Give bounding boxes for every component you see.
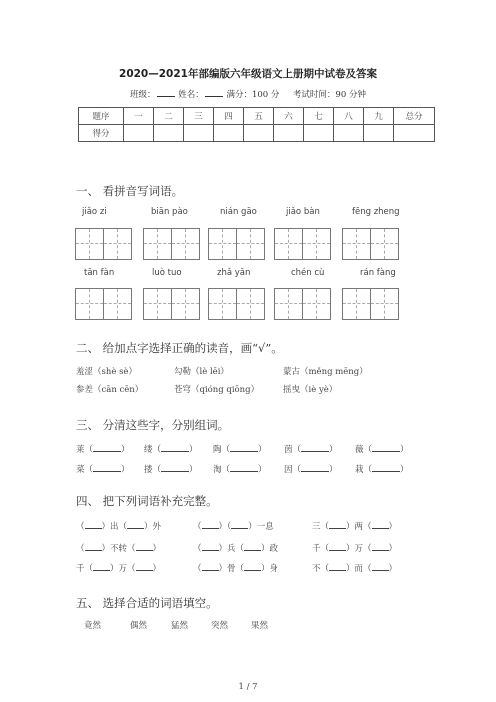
idiom-part: （ (193, 522, 202, 532)
header-cell: 七 (304, 108, 334, 125)
header-cell: 九 (364, 108, 394, 125)
idiom-part: （ (76, 544, 85, 554)
answer-blank[interactable] (372, 541, 389, 551)
answer-blank[interactable] (93, 462, 121, 472)
word-choice: 突然 (211, 621, 229, 631)
writing-grid[interactable] (274, 288, 331, 320)
pinyin: luò tuo (152, 268, 182, 278)
header-cell: 六 (274, 108, 304, 125)
idiom-part: ） (152, 564, 162, 574)
idiom-item[interactable] (193, 541, 278, 554)
word-prefix: 淘（ (213, 465, 231, 475)
score-cell[interactable] (184, 125, 214, 142)
word-blank-item[interactable]: 菜（ ） (76, 462, 130, 475)
idiom-item[interactable] (76, 519, 161, 532)
score-row (79, 125, 435, 142)
answer-blank[interactable] (136, 541, 153, 551)
header-cell: 总分 (394, 108, 435, 125)
score-cell[interactable] (154, 125, 184, 142)
section2-heading: 二、 给加点字选择正确的读音，画“√”。 (76, 341, 283, 355)
answer-blank[interactable] (85, 541, 102, 551)
word-prefix: 薇（ (355, 445, 373, 455)
idiom-item[interactable] (312, 561, 397, 574)
answer-blank[interactable] (202, 541, 219, 551)
section3-heading: 三、 分清这些字，分别组词。 (76, 418, 230, 432)
score-cell[interactable] (304, 125, 334, 142)
idiom-part: （ (193, 544, 202, 554)
reading-option[interactable]: 羞涩（shè sè） (76, 367, 137, 377)
idiom-part: ）不转（ (101, 544, 136, 554)
answer-blank[interactable] (230, 442, 258, 452)
reading-option[interactable]: 苍穹（qióng qiōng） (174, 385, 260, 395)
class-blank (157, 88, 175, 97)
pinyin: tān fàn (84, 268, 115, 278)
exam-time: 考试时间：90 分钟 (292, 90, 366, 100)
idiom-part: （ (76, 522, 85, 532)
page-number: 1 / 7 (238, 682, 258, 692)
word-prefix: 菜（ (76, 465, 94, 475)
word-blank-item[interactable]: 搂（ ） (144, 462, 198, 475)
document-title: 2020—2021年部编版六年级语文上册期中试卷及答案 (119, 68, 377, 80)
score-cell[interactable] (334, 125, 364, 142)
pinyin: zhǎ yǎn (217, 268, 251, 278)
pinyin: jiǎo bàn (286, 207, 320, 217)
word-prefix: 缕（ (144, 445, 162, 455)
score-cell[interactable] (244, 125, 274, 142)
word-choice: 竟然 (84, 621, 102, 631)
answer-blank[interactable] (244, 561, 261, 571)
section1-heading: 一、 看拼音写词语。 (76, 184, 184, 198)
header-cell: 三 (184, 108, 214, 125)
idiom-part: 千（ (312, 544, 330, 554)
header-cell: 五 (244, 108, 274, 125)
answer-blank[interactable] (161, 442, 189, 452)
header-cell: 四 (214, 108, 244, 125)
exam-info (0, 88, 496, 100)
pinyin: rán fàng (360, 268, 396, 278)
name-label: 姓名： (178, 90, 204, 100)
idiom-part: 三（ (312, 522, 330, 532)
answer-blank[interactable] (372, 442, 400, 452)
word-blank-item[interactable]: 因（ ） (284, 462, 338, 475)
score-header-row (79, 108, 435, 125)
score-row-label: 得分 (79, 125, 124, 142)
writing-grid[interactable] (143, 288, 200, 320)
header-cell: 二 (154, 108, 184, 125)
idiom-part: 不（ (312, 564, 330, 574)
word-choice: 猛然 (171, 621, 189, 631)
score-cell[interactable] (274, 125, 304, 142)
writing-grid[interactable] (143, 228, 200, 260)
answer-blank[interactable] (244, 541, 261, 551)
answer-blank[interactable] (329, 561, 346, 571)
answer-blank[interactable] (301, 442, 329, 452)
idiom-item[interactable] (76, 561, 161, 574)
writing-grid[interactable] (208, 288, 265, 320)
writing-grid[interactable] (75, 288, 132, 320)
idiom-part: ）万（ (110, 564, 136, 574)
answer-blank[interactable] (301, 462, 329, 472)
idiom-part: ）（ (218, 522, 232, 532)
reading-option[interactable]: 摇曳（iè yè） (283, 385, 338, 395)
word-prefix: 陶（ (213, 445, 231, 455)
answer-blank[interactable] (85, 519, 102, 529)
pinyin: nián gāo (220, 207, 257, 217)
header-cell: 题序 (79, 108, 124, 125)
class-label: 班级： (130, 90, 156, 100)
idiom-part: ）一息 (248, 522, 274, 532)
idiom-part: ）政 (261, 544, 279, 554)
word-prefix: 因（ (284, 465, 302, 475)
full-score: 满分：100 分 (226, 90, 280, 100)
idiom-part: ）外 (144, 522, 162, 532)
answer-blank[interactable] (372, 561, 389, 571)
word-choice: 偶然 (130, 621, 148, 631)
word-prefix: 搂（ (144, 465, 162, 475)
writing-grid[interactable] (75, 228, 132, 260)
word-blank-item[interactable]: 薇（ ） (355, 442, 409, 455)
pinyin: biān pào (151, 207, 188, 217)
reading-option[interactable]: 蒙古（měng mēng） (283, 367, 368, 377)
pinyin: chén cù (291, 268, 325, 278)
answer-blank[interactable] (93, 561, 110, 571)
answer-blank[interactable] (93, 442, 121, 452)
word-prefix: 栽（ (355, 465, 373, 475)
idiom-item[interactable] (76, 541, 161, 554)
idiom-part: ）身 (261, 564, 279, 574)
idiom-part: ） (388, 544, 398, 554)
score-cell[interactable] (214, 125, 244, 142)
answer-blank[interactable] (202, 561, 219, 571)
reading-option[interactable]: 参差（cān cēn） (76, 385, 144, 395)
idiom-part: ） (152, 544, 162, 554)
answer-blank[interactable] (161, 462, 189, 472)
answer-blank[interactable] (127, 519, 144, 529)
idiom-item[interactable] (193, 561, 278, 574)
answer-blank[interactable] (329, 541, 346, 551)
idiom-item[interactable] (193, 519, 274, 532)
idiom-part: ）万（ (346, 544, 372, 554)
word-prefix: 莱（ (76, 445, 94, 455)
word-choice: 果然 (251, 621, 269, 631)
word-blank-item[interactable]: 栽（ ） (355, 462, 409, 475)
word-prefix: 茵（ (284, 445, 302, 455)
idiom-part: 千（ (76, 564, 94, 574)
writing-grid[interactable] (208, 228, 265, 260)
idiom-part: ） (388, 564, 398, 574)
idiom-part: ）兵（ (218, 544, 245, 554)
word-blank-item[interactable]: 缕（ ） (144, 442, 198, 455)
header-cell: 八 (334, 108, 364, 125)
writing-grid[interactable] (274, 228, 331, 260)
idiom-item[interactable] (312, 541, 397, 554)
section5-heading: 五、 选择合适的词语填空。 (76, 596, 218, 610)
idiom-part: ）出（ (101, 522, 128, 532)
name-blank (205, 88, 223, 97)
score-table (78, 107, 435, 142)
word-blank-item[interactable]: 莱（ ） (76, 442, 130, 455)
score-cell[interactable] (124, 125, 154, 142)
answer-blank[interactable] (230, 462, 258, 472)
writing-grid[interactable] (342, 288, 399, 320)
header-cell: 一 (124, 108, 154, 125)
idiom-part: ） (388, 522, 398, 532)
pinyin: fēng zheng (352, 207, 400, 217)
idiom-part: （ (193, 564, 202, 574)
word-blank-item[interactable]: 茵（ ） (284, 442, 338, 455)
word-blank-item[interactable]: 淘（ ） (213, 462, 267, 475)
answer-blank[interactable] (329, 519, 346, 529)
score-cell[interactable] (394, 125, 435, 142)
idiom-part: ）两（ (346, 522, 372, 532)
word-blank-item[interactable]: 陶（ ） (213, 442, 267, 455)
reading-option[interactable]: 勾勒（lè lēi） (174, 367, 229, 377)
idiom-item[interactable] (312, 519, 397, 532)
idiom-part: ）骨（ (218, 564, 245, 574)
answer-blank[interactable] (231, 519, 248, 529)
answer-blank[interactable] (372, 462, 400, 472)
section4-heading: 四、 把下列词语补充完整。 (76, 494, 218, 508)
writing-grid[interactable] (342, 228, 399, 260)
pinyin: jiǎo zi (82, 207, 107, 217)
answer-blank[interactable] (136, 561, 153, 571)
answer-blank[interactable] (202, 519, 219, 529)
idiom-part: ）而（ (346, 564, 372, 574)
answer-blank[interactable] (372, 519, 389, 529)
score-cell[interactable] (364, 125, 394, 142)
